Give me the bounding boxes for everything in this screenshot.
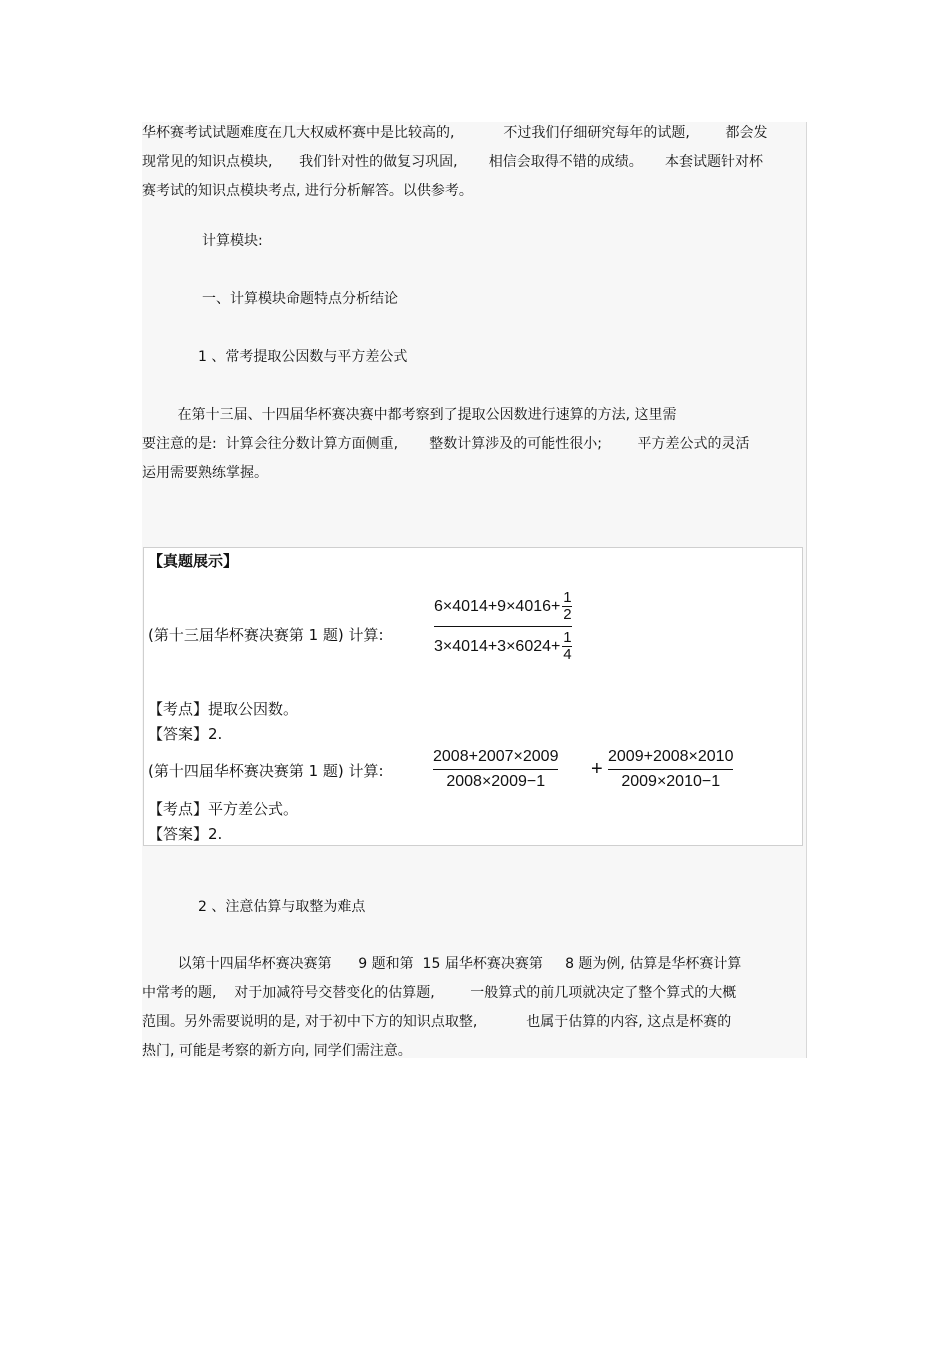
q1-half-den: 2 bbox=[563, 606, 572, 623]
q1-quarter-num: 1 bbox=[563, 629, 572, 646]
text-line: 运用需要熟练掌握。 bbox=[142, 465, 268, 481]
paragraph-1 bbox=[142, 401, 802, 488]
q1-half bbox=[562, 590, 572, 623]
subheading-2: 2 、注意估算与取整为难点 bbox=[198, 899, 366, 915]
q1-label: (第十三届华杯赛决赛第 1 题) 计算: bbox=[148, 626, 384, 644]
q1-denominator bbox=[434, 630, 572, 663]
q2-point: 【考点】平方差公式。 bbox=[148, 800, 299, 818]
q1-quarter-den: 4 bbox=[563, 646, 572, 663]
q1-denominator-text: 3×4014+3×6024+ bbox=[434, 637, 561, 655]
subheading-1: 1 、常考提取公因数与平方差公式 bbox=[198, 349, 408, 365]
q1-quarter bbox=[562, 630, 572, 663]
q1-point: 【考点】提取公因数。 bbox=[148, 700, 299, 718]
intro-paragraph bbox=[142, 119, 802, 206]
text-line: 现常见的知识点模块, 我们针对性的做复习巩固, 相信会取得不错的成绩。 本套试题针对杯 bbox=[142, 154, 764, 170]
example-problems-box bbox=[143, 547, 803, 846]
text-line: 在第十三届、十四届华杯赛决赛中都考察到了提取公因数进行速算的方法, 这里需 bbox=[142, 407, 677, 423]
q1-numerator-text: 6×4014+9×4016+ bbox=[434, 597, 561, 615]
paragraph-2 bbox=[142, 950, 802, 1066]
q2-fraction-1 bbox=[433, 748, 558, 791]
heading-1: 一、计算模块命题特点分析结论 bbox=[202, 291, 398, 307]
q2-frac1-denominator: 2008×2009−1 bbox=[446, 773, 546, 790]
text-line: 以第十四届华杯赛决赛第 9 题和第 15 届华杯赛决赛第 8 题为例, 估算是华杯赛计算 bbox=[142, 956, 742, 972]
q2-fraction-2 bbox=[608, 748, 733, 791]
text-line: 华杯赛考试试题难度在几大权威杯赛中是比较高的, 不过我们仔细研究每年的试题, 都会发 bbox=[142, 125, 768, 141]
q2-frac2-numerator: 2009+2008×2010 bbox=[608, 748, 734, 765]
text-line: 要注意的是: 计算会往分数计算方面侧重, 整数计算涉及的可能性很小; 平方差公式的灵活 bbox=[142, 436, 750, 452]
text-line: 中常考的题, 对于加减符号交替变化的估算题, 一般算式的前几项就决定了整个算式的大概 bbox=[142, 985, 737, 1001]
q2-frac1-numerator: 2008+2007×2009 bbox=[433, 748, 559, 765]
q1-answer: 【答案】2. bbox=[148, 725, 223, 743]
q2-plus: + bbox=[591, 758, 603, 780]
text-line: 范围。另外需要说明的是, 对于初中下方的知识点取整, 也属于估算的内容, 这点是杯赛的 bbox=[142, 1014, 732, 1030]
q1-fraction bbox=[434, 590, 572, 663]
q2-frac2-denominator: 2009×2010−1 bbox=[621, 773, 721, 790]
q1-numerator bbox=[434, 590, 572, 623]
text-line: 热门, 可能是考察的新方向, 同学们需注意。 bbox=[142, 1043, 412, 1059]
section-title: 计算模块: bbox=[202, 233, 263, 249]
q2-label: (第十四届华杯赛决赛第 1 题) 计算: bbox=[148, 762, 384, 780]
q1-half-num: 1 bbox=[563, 589, 572, 606]
box-header: 【真题展示】 bbox=[148, 552, 239, 570]
text-line: 赛考试的知识点模块考点, 进行分析解答。以供参考。 bbox=[142, 183, 473, 199]
q2-answer: 【答案】2. bbox=[148, 825, 223, 843]
